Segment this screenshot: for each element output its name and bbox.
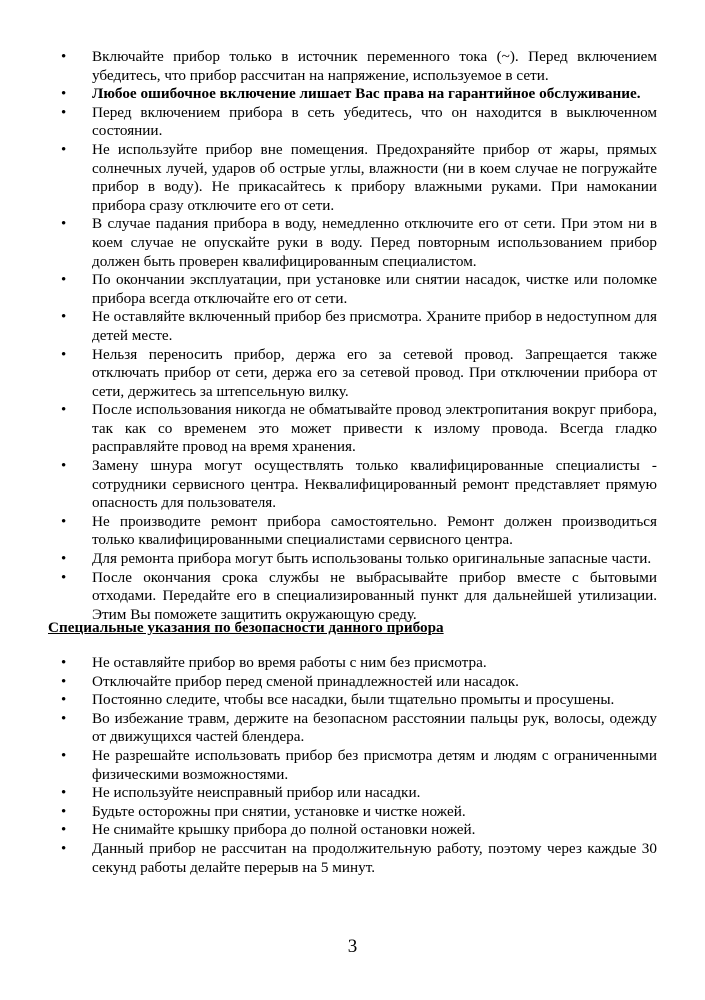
bullet-icon: • [61,747,67,764]
list-item [0,346,705,402]
list-item-text: Не снимайте крышку прибора до полной остановки ножей. [92,821,476,839]
list-item-text: Не оставляйте включенный прибор без присмотра. Храните прибор в недоступном для детей месте. [92,308,657,344]
list-item-text: Постоянно следите, чтобы все насадки, были тщательно промыты и просушены. [92,691,615,709]
bullet-icon: • [61,346,67,363]
page-number: 3 [347,936,358,957]
special-instructions-list [0,654,705,877]
list-item-text: Не используйте неисправный прибор или насадки. [92,784,421,802]
list-item-text: По окончании эксплуатации, при установке или снятии насадок, чистке или поломке прибора всегда отключайте его от сети. [92,271,657,307]
list-item [0,308,705,345]
list-item [0,550,705,569]
bullet-icon: • [61,569,67,586]
bullet-icon: • [61,104,67,121]
list-item-text: Замену шнура могут осуществлять только квалифицированные специалисты - сотрудники сервисного центра. Неквалифицированный ремонт представляет прямую опасность для пользователя. [92,457,657,512]
list-item [0,784,705,803]
list-item [0,48,705,85]
list-item-text: После использования никогда не обматывайте провод электропитания вокруг прибора, так как со временем это может привести к излому провода. Всегда гладко расправляйте провод на время хранения. [92,401,657,456]
list-item [0,569,705,625]
list-item [0,271,705,308]
list-item-text: Любое ошибочное включение лишает Вас права на гарантийное обслуживание. [92,85,641,103]
bullet-icon: • [61,673,67,690]
bullet-icon: • [61,458,67,475]
list-item-text: Не производите ремонт прибора самостоятельно. Ремонт должен производиться только квалифицированными специалистами сервисного центра. [92,512,657,549]
bullet-icon: • [61,216,67,233]
list-item [0,673,705,692]
list-item [0,104,705,141]
list-item [0,85,705,104]
list-item [0,710,705,747]
safety-instructions-list [0,48,705,624]
list-item [0,747,705,784]
bullet-icon: • [61,86,67,103]
bullet-icon: • [61,785,67,802]
bullet-icon: • [61,692,67,709]
list-item-text: После окончания срока службы не выбрасывайте прибор вместе с бытовыми отходами. Передайте его в специализированный пункт для дальнейшей утилизации. Этим Вы поможете защитить окружающую среду. [92,568,657,623]
list-item [0,803,705,822]
list-item-text: Перед включением прибора в сеть убедитесь, что он находится в выключенном состоянии. [92,103,657,140]
list-item-text: Не оставляйте прибор во время работы с ним без присмотра. [92,654,487,671]
list-item-text: Будьте осторожны при снятии, установке и чистке ножей. [92,802,466,820]
bullet-icon: • [61,822,67,839]
bullet-icon: • [61,803,67,820]
list-item [0,141,705,215]
bullet-icon: • [61,551,67,568]
list-item-text: Включайте прибор только в источник переменного тока (~). Перед включением убедитесь, что прибор рассчитан на напряжение, используемое в сети. [92,48,657,84]
list-item [0,401,705,457]
list-item-text: Не разрешайте использовать прибор без присмотра детям и людям с ограниченными физическими возможностями. [92,746,657,783]
list-item-text: В случае падания прибора в воду, немедленно отключите его от сети. При этом ни в коем случае не опускайте руки в воду. Перед повторным использованием прибор должен быть проверен квалифицированным специалистом. [92,215,657,270]
bullet-icon: • [61,710,67,727]
bullet-icon: • [61,141,67,158]
list-item-text: Во избежание травм, держите на безопасном расстоянии пальцы рук, волосы, одежду от движущихся частей блендера. [92,709,657,746]
bullet-icon: • [61,272,67,289]
list-item-text: Данный прибор не рассчитан на продолжительную работу, поэтому через каждые 30 секунд работы делайте перерыв на 5 минут. [92,839,657,876]
list-item-text: Отключайте прибор перед сменой принадлежностей или насадок. [92,672,519,690]
list-item [0,821,705,840]
bullet-icon: • [61,49,67,65]
list-item [0,840,705,877]
list-item [0,691,705,710]
bullet-icon: • [61,655,67,671]
bullet-icon: • [61,840,67,857]
bullet-icon: • [61,513,67,530]
list-item-text: Для ремонта прибора могут быть использованы только оригинальные запасные части. [92,550,652,568]
list-item-text: Не используйте прибор вне помещения. Предохраняйте прибор от жары, прямых солнечных лучей, ударов об острые углы, влажности (ни в коем случае не погружайте прибор в воду). Не прикасайтесь к прибору влажными руками. При намокании прибора сразу отключите его от сети. [92,140,657,214]
bullet-icon: • [61,402,67,419]
list-item-text: Нельзя переносить прибор, держа его за сетевой провод. Запрещается также отключать прибор от сети, держа его за сетевой провод. При отключении прибора от сети, держитесь за штепсельную вилку. [92,345,657,400]
list-item [0,654,705,673]
list-item [0,457,705,513]
list-item [0,513,705,550]
bullet-icon: • [61,309,67,326]
list-item [0,215,705,271]
section-heading: Специальные указания по безопасности данного прибора [48,619,444,636]
